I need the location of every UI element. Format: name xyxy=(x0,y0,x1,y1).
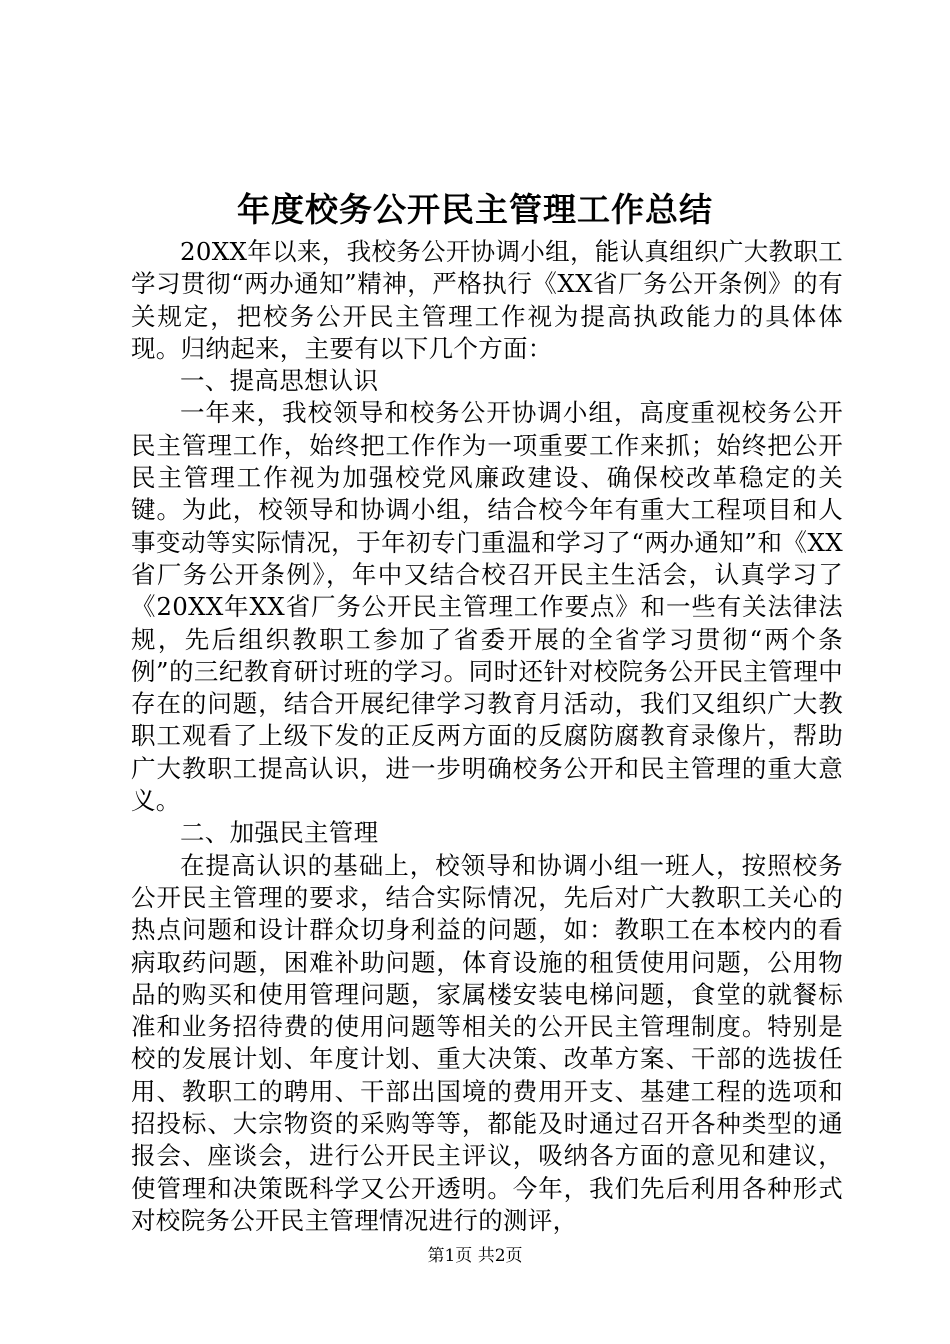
section-1-paragraph: 一年来，我校领导和校务公开协调小组，高度重视校务公开民主管理工作，始终把工作作为一项重要工作来抓；始终把公开民主管理工作视为加强校党风廉政建设、确保校改革稳定的关键。为此，校领导和协调小组，结合校今年有重大工程项目和人事变动等实际情况，于年初专门重温和学习了“两办通知”和《XX省厂务公开条例》，年中又结合校召开民主生活会，认真学习了《20XX年XX省厂务公开民主管理工作要点》和一些有关法律法规，先后组织教职工参加了省委开展的全省学习贯彻“两个条例”的三纪教育研讨班的学习。同时还针对校院务公开民主管理中存在的问题，结合开展纪律学习教育月活动，我们又组织广大教职工观看了上级下发的正反两方面的反腐防腐教育录像片，帮助广大教职工提高认识，进一步明确校务公开和民主管理的重大意义。 xyxy=(131,398,843,816)
section-heading-1: 一、提高思想认识 xyxy=(180,366,379,396)
section-2-paragraph: 在提高认识的基础上，校领导和协调小组一班人，按照校务公开民主管理的要求，结合实际情况，先后对广大教职工关心的热点问题和设计群众切身利益的问题，如：教职工在本校内的看病取药问题，困难补助问题，体育设施的租赁使用问题，公用物品的购买和使用管理问题，家属楼安装电梯问题，食堂的就餐标准和业务招待费的使用问题等相关的公开民主管理制度。特别是校的发展计划、年度计划、重大决策、改革方案、干部的选拔任用、教职工的聘用、干部出国境的费用开支、基建工程的选项和招投标、大宗物资的采购等等，都能及时通过召开各种类型的通报会、座谈会，进行公开民主评议，吸纳各方面的意见和建议，使管理和决策既科学又公开透明。今年，我们先后利用各种形式对校院务公开民主管理情况进行的测评， xyxy=(131,850,843,1235)
section-heading-2: 二、加强民主管理 xyxy=(180,818,379,848)
page-number-footer: 第1页 共2页 xyxy=(427,1246,523,1266)
intro-paragraph: 20XX年以来，我校务公开协调小组，能认真组织广大教职工学习贯彻“两办通知”精神，严格执行《XX省厂务公开条例》的有关规定，把校务公开民主管理工作视为提高执政能力的具体体现。归纳起来，主要有以下几个方面： xyxy=(131,237,843,363)
document-body xyxy=(131,236,843,1237)
document-title: 年度校务公开民主管理工作总结 xyxy=(237,190,713,229)
